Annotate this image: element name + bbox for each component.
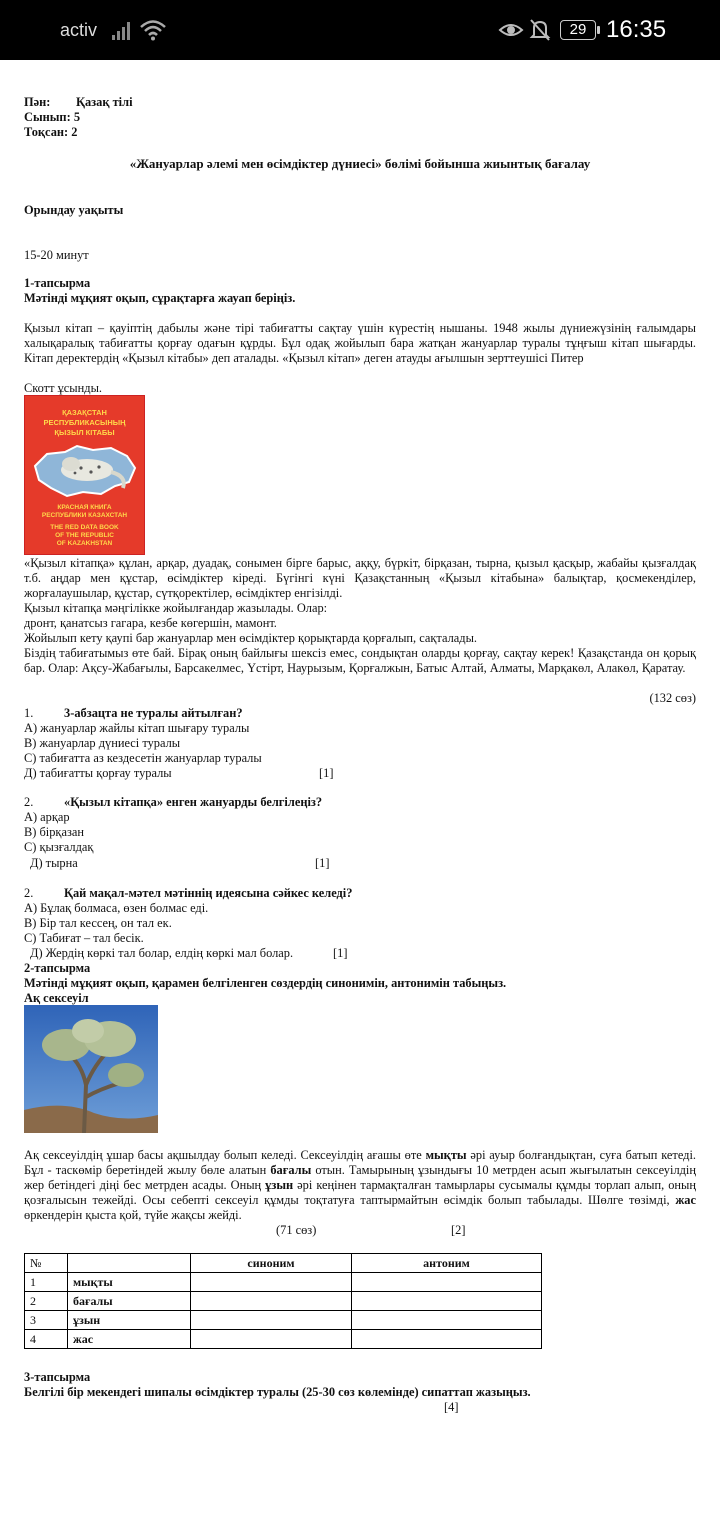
q1-option-b: В) жануарлар дүниесі туралы: [24, 736, 181, 750]
synonym-cell[interactable]: [191, 1292, 352, 1311]
q2-option-a: А) арқар: [24, 810, 70, 824]
task1-para3: Қызыл кітапқа мәңгілікке жойылғандар жазылады. Олар:: [24, 601, 328, 615]
task3-instruction: Белгілі бір мекендегі шипалы өсімдіктер туралы (25-30 сөз көлемінде) сипаттап жазыңыз.: [24, 1385, 531, 1399]
question-3: 2. Қай мақал-мәтел мәтіннің идеясына сәйкес келеді?: [24, 886, 353, 900]
table-row: [25, 1330, 542, 1349]
synonym-cell[interactable]: [191, 1330, 352, 1349]
clock: 16:35: [606, 16, 667, 43]
saxaul-tree-photo: [24, 1005, 158, 1133]
bold-word-1: мықты: [425, 1148, 467, 1162]
wifi-icon: [140, 19, 166, 41]
col-header-word: [68, 1254, 191, 1273]
red-book-cover: ҚАЗАҚСТАН РЕСПУБЛИКАСЫНЫҢ ҚЫЗЫЛ КІТАБЫ КРАСНАЯ КНИГА РЕСПУБЛИКИ КАЗАХСТАН THE RED DATA BOOK OF THE REPUBLIC OF KAZAKHSTAN: [24, 395, 145, 555]
mute-bell-icon: [529, 18, 551, 42]
synonym-cell[interactable]: [191, 1311, 352, 1330]
question-1: 1. 3-абзацта не туралы айтылған?: [24, 706, 243, 720]
task2-title: 2-тапсырма: [24, 961, 91, 975]
q2-option-c: С) қызғалдақ: [24, 840, 94, 854]
row-word: мықты: [68, 1273, 191, 1292]
q1-option-c: С) табиғатта аз кездесетін жануарлар туралы: [24, 751, 262, 765]
status-bar: [0, 0, 720, 60]
antonym-cell[interactable]: [352, 1292, 542, 1311]
row-word: бағалы: [68, 1292, 191, 1311]
task2-subtitle: Ақ сексеуіл: [24, 991, 89, 1005]
kazakhstan-map-snow-leopard-image: [31, 442, 139, 500]
row-number: 4: [25, 1330, 68, 1349]
task2-instruction: Мәтінді мұқият оқып, қарамен белгіленген сөздердің синонимін, антонимін табыңыз.: [24, 976, 507, 990]
table-header-row: [25, 1254, 542, 1273]
table-row: [25, 1311, 542, 1330]
meta-quarter: Тоқсан: 2: [24, 125, 78, 139]
task1-para5: Жойылып кету қаупі бар жануарлар мен өсімдіктер қорықтарда қорғалып, сақталады.: [24, 631, 478, 645]
task1-instruction: Мәтінді мұқият оқып, сұрақтарға жауап беріңіз.: [24, 291, 296, 305]
row-number: 1: [25, 1273, 68, 1292]
bold-word-3: ұзын: [265, 1178, 294, 1192]
antonym-cell[interactable]: [352, 1273, 542, 1292]
antonym-cell[interactable]: [352, 1330, 542, 1349]
eye-comfort-icon: [498, 19, 524, 41]
q3-option-b: В) Бір тал кессең, он тал ек.: [24, 916, 172, 930]
task1-para1: Қызыл кітап – қауіптің дабылы және тірі табиғатты сақтау үшін күрестің нышаны. 1948 жылы дүниежүзінің ғалымдары халықаралық табиғатты қорғау одағын құрды. Бұл одақ жойылып бара жатқан жануарлар туралы тұңғыш кітап шығарды. Кітап деректердің «Қызыл кітабы» деп аталады. «Қызыл кітап» деген атауды ағылшын зерттеушісі Питер: [24, 321, 696, 365]
meta-grade: Сынып: 5: [24, 110, 81, 124]
task2-text: Ақ сексеуілдің ұшар басы ақшылдау болып келеді. Сексеуілдің ағашы өте мықты әрі ауыр болғандықтан, суға батып кетеді. Бұл - таскөмір беретіндей жылу бөле алатын бағалы отын. Тамырының ұзындығы 10 метрден асып жығылатын сексеуілдің жер бетіндегі діңі бес метрден асады. Оның ұзын әрі кеңінен тармақталған тамырлары сусымалы құмды торлап алып, оның қозғалысын тежейді. Осы себепті сексеуіл құмды тоқтатуға таптырмайтын өсімдік болып табылады. Шөлге төзімді, жас өркендерін қыста қой, түйе жақсы жейді.: [24, 1148, 696, 1222]
task1-para6: Біздің табиғатымыз өте бай. Бірақ оның байлығы шексіз емес, сондықтан оларды қорғау, сақтау керек! Қазақстанда он қорық бар. Олар: Ақсу-Жабағылы, Барсакелмес, Үстірт, Наурызым, Қорғалжын, Батыс Алтай, Алматы, Марқакөл, Алакөл, Қаратау.: [24, 646, 696, 675]
antonym-cell[interactable]: [352, 1311, 542, 1330]
q3-option-a: А) Бұлақ болмаса, өзен болмас еді.: [24, 901, 209, 915]
bold-word-2: бағалы: [270, 1163, 312, 1177]
question-2: 2. «Қызыл кітапқа» енген жануарды белгілеңіз?: [24, 795, 323, 809]
col-header-number: №: [25, 1254, 68, 1273]
bold-word-4: жас: [675, 1193, 696, 1207]
task1-word-count: (132 сөз): [649, 691, 696, 705]
carrier-name: activ: [60, 20, 98, 40]
q3-score: [1]: [333, 946, 348, 960]
row-word: ұзын: [68, 1311, 191, 1330]
row-number: 2: [25, 1292, 68, 1311]
meta-subject: Пән: Қазақ тілі: [24, 95, 133, 109]
synonym-cell[interactable]: [191, 1273, 352, 1292]
q2-option-d: Д) тырна: [30, 856, 78, 870]
signal-icon: [112, 20, 134, 40]
q3-option-c: С) Табиғат – тал бесік.: [24, 931, 144, 945]
q3-option-d: Д) Жердің көркі тал болар, елдің көркі мал болар.: [30, 946, 294, 960]
task1-para1-end: Скотт ұсынды.: [24, 381, 102, 395]
q2-option-b: В) бірқазан: [24, 825, 84, 839]
time-label: Орындау уақыты: [24, 203, 124, 217]
q2-score: [1]: [315, 856, 330, 870]
table-row: [25, 1292, 542, 1311]
task1-title: 1-тапсырма: [24, 276, 91, 290]
task1-para4: дронт, қанатсыз гагара, кезбе көгершін, мамонт.: [24, 616, 277, 630]
col-header-synonym: синоним: [191, 1254, 352, 1273]
battery-indicator: 29: [560, 20, 596, 40]
q1-score: [1]: [319, 766, 334, 780]
row-number: 3: [25, 1311, 68, 1330]
col-header-antonym: антоним: [352, 1254, 542, 1273]
task3-score: [4]: [444, 1400, 459, 1414]
doc-title: «Жануарлар әлемі мен өсімдіктер дүниесі» бөлімі бойынша жиынтық бағалау: [129, 156, 591, 171]
table-row: [25, 1273, 542, 1292]
time-value: 15-20 минут: [24, 248, 89, 262]
q1-option-d: Д) табиғатты қорғау туралы: [24, 766, 172, 780]
task3-title: 3-тапсырма: [24, 1370, 91, 1384]
row-word: жас: [68, 1330, 191, 1349]
task1-para2: «Қызыл кітапқа» құлан, арқар, дуадақ, сонымен бірге барыс, аққу, бүркіт, бірқазан, тырна, қызыл қасқыр, жабайы қызғалдақ т.б. аңдар мен құстар, өсімдіктер кіреді. Бүгінгі күні Қазақстанның «Қызыл кітабына» балықтар, қосмекенділер, жорғалаушылар, құстар, сүтқоректілер, өсімдіктер енгізілді.: [24, 556, 696, 600]
synonym-antonym-table: [24, 1253, 542, 1349]
task2-score: [2]: [451, 1223, 466, 1237]
q1-option-a: А) жануарлар жайлы кітап шығару туралы: [24, 721, 250, 735]
task2-word-count: (71 сөз): [276, 1223, 317, 1237]
